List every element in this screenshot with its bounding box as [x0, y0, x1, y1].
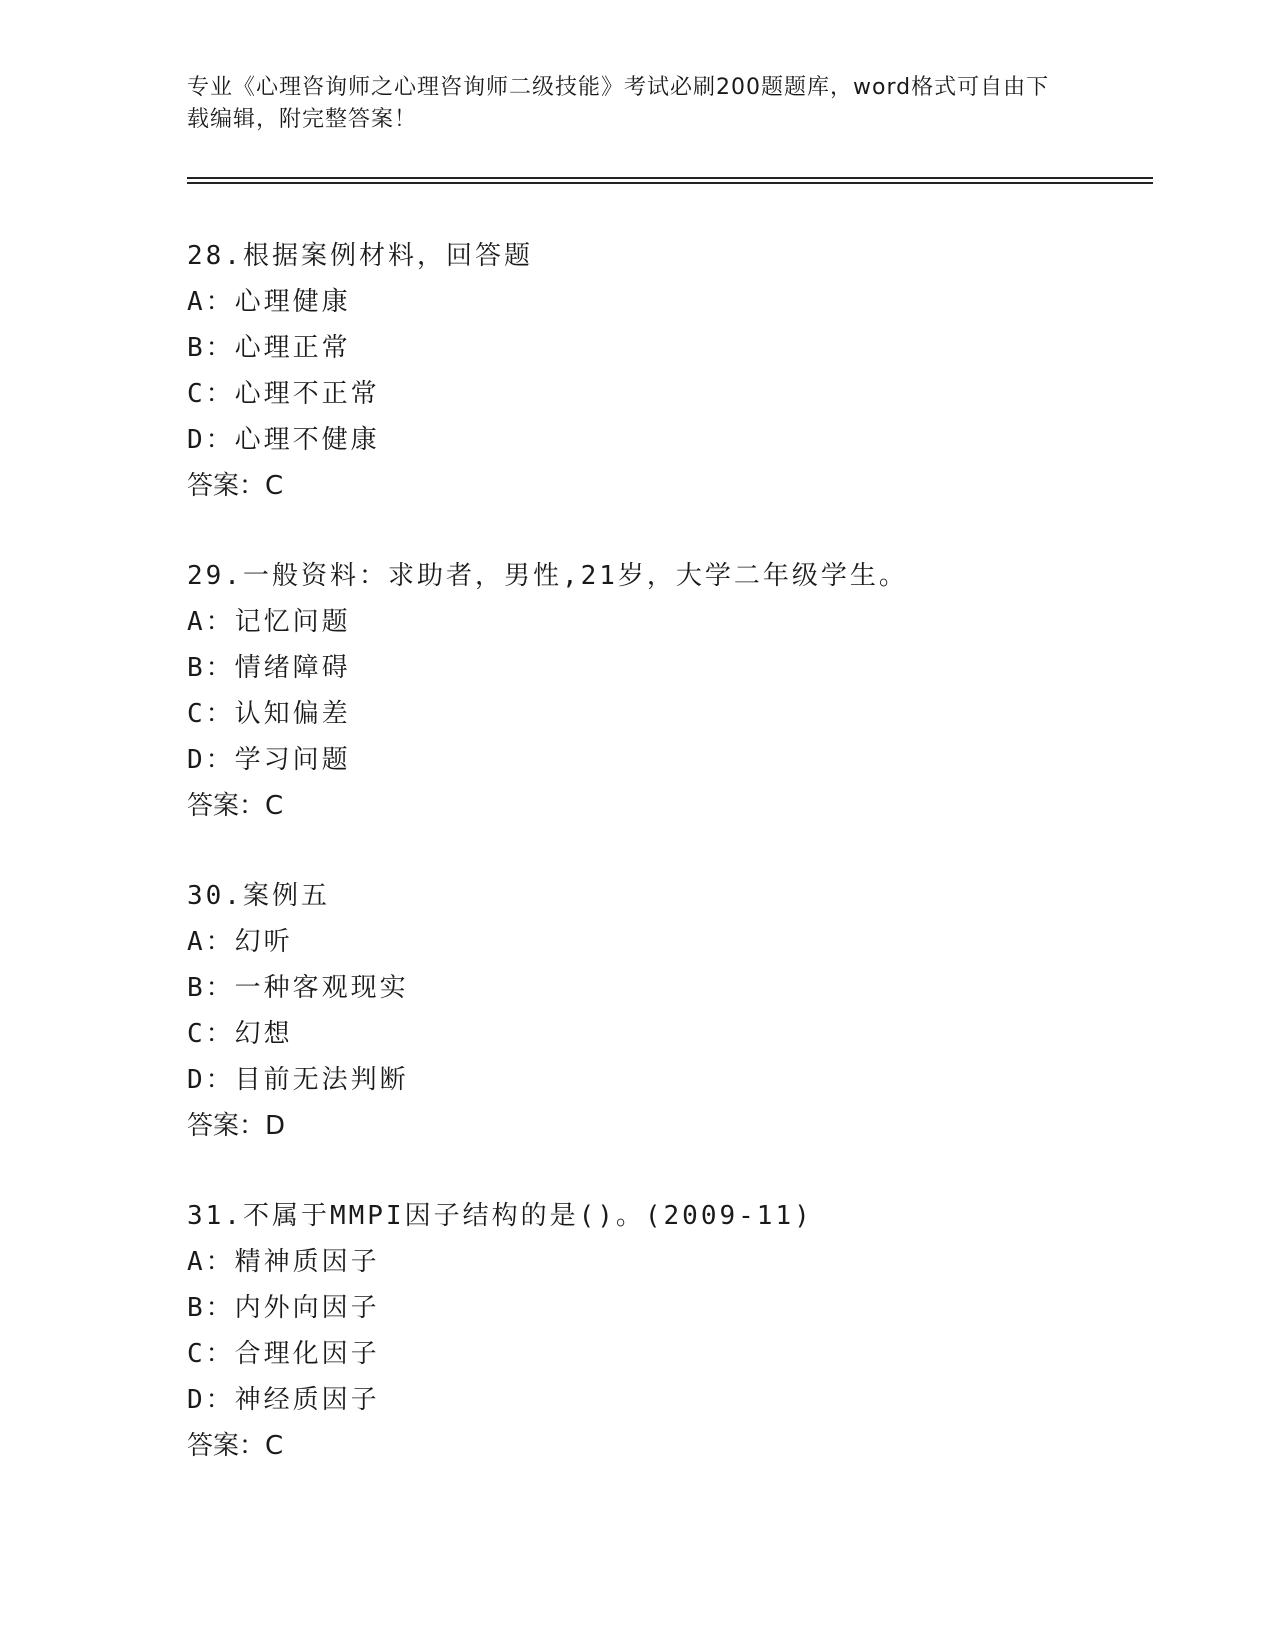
question-31: [187, 1193, 1147, 1469]
option-d: D：心理不健康: [187, 425, 380, 455]
question-28: [187, 233, 1147, 509]
option-d: D：学习问题: [187, 745, 351, 775]
document-header: [187, 72, 1067, 136]
header-divider-bottom: [187, 182, 1153, 184]
answer: 答案：C: [187, 1431, 284, 1461]
question-29: [187, 553, 1147, 829]
option-d: D：神经质因子: [187, 1385, 380, 1415]
option-c: C：认知偏差: [187, 699, 351, 729]
header-divider-top: [187, 177, 1153, 179]
option-b: B：心理正常: [187, 333, 351, 363]
option-a: A：记忆问题: [187, 607, 351, 637]
option-b: B：一种客观现实: [187, 973, 409, 1003]
option-c: C：幻想: [187, 1019, 293, 1049]
question-stem: 31.不属于MMPI因子结构的是()。(2009-11): [187, 1201, 813, 1231]
option-b: B：内外向因子: [187, 1293, 380, 1323]
answer: 答案：D: [187, 1111, 286, 1141]
option-c: C：合理化因子: [187, 1339, 380, 1369]
option-c: C：心理不正常: [187, 379, 380, 409]
option-a: A：心理健康: [187, 287, 351, 317]
answer: 答案：C: [187, 791, 284, 821]
question-30: [187, 873, 1147, 1149]
question-stem: 30.案例五: [187, 881, 330, 911]
question-stem: 28.根据案例材料，回答题: [187, 241, 533, 271]
option-a: A：精神质因子: [187, 1247, 380, 1277]
option-d: D：目前无法判断: [187, 1065, 409, 1095]
answer: 答案：C: [187, 471, 284, 501]
option-a: A：幻听: [187, 927, 293, 957]
question-stem: 29.一般资料：求助者，男性,21岁，大学二年级学生。: [187, 561, 908, 591]
option-b: B：情绪障碍: [187, 653, 351, 683]
header-text: 专业《心理咨询师之心理咨询师二级技能》考试必刷200题题库，word格式可自由下载编辑，附完整答案！: [187, 75, 1050, 132]
